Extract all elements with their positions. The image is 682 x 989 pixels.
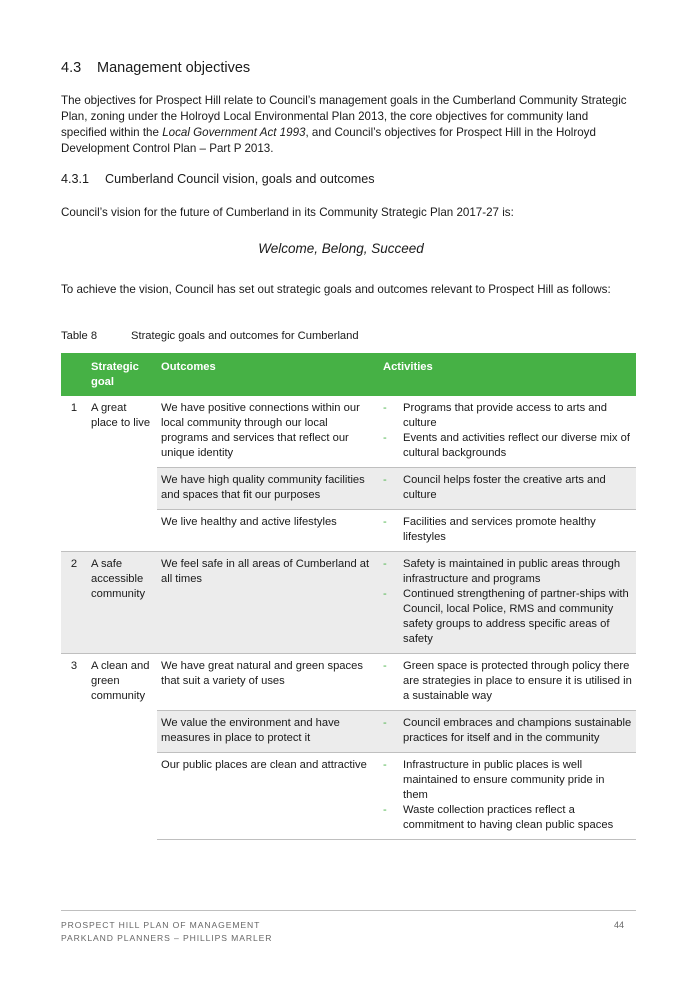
activity-item: - Council embraces and champions sustainable practices for itself and in the community xyxy=(383,716,632,746)
outcome-cell: We have high quality community facilities and spaces that fit our purposes xyxy=(157,468,379,510)
header-goal: Strategic goal xyxy=(87,353,157,396)
intro-text-b: , and Council’s objectives for Prospect Hill in the Holroyd Development Control Plan – Part P 2013. xyxy=(61,126,596,155)
goal-name: A safe accessible community xyxy=(87,552,157,654)
subsection-heading xyxy=(61,172,375,186)
activity-item: - Continued strengthening of partner-ships with Council, local Police, RMS and community safety groups to address specific areas of safety xyxy=(383,587,632,647)
activities-cell xyxy=(379,711,636,753)
activity-item: - Facilities and services promote healthy lifestyles xyxy=(383,515,632,545)
activity-item: - Programs that provide access to arts and culture xyxy=(383,401,632,431)
intro-paragraph xyxy=(61,93,631,157)
table-row xyxy=(61,552,636,654)
activity-item: - Infrastructure in public places is well maintained to ensure community pride in them xyxy=(383,758,632,803)
vision-intro: Council’s vision for the future of Cumberland in its Community Strategic Plan 2017-27 is: xyxy=(61,206,514,219)
goal-number: 2 xyxy=(61,552,87,654)
activity-item: - Safety is maintained in public areas through infrastructure and programs xyxy=(383,557,632,587)
activity-item: - Events and activities reflect our diverse mix of cultural backgrounds xyxy=(383,431,632,461)
table-label: Table 8 xyxy=(61,330,98,342)
subsection-title: Cumberland Council vision, goals and outcomes xyxy=(105,172,375,186)
activities-cell xyxy=(379,396,636,468)
table-row xyxy=(61,654,636,711)
activity-item: - Waste collection practices reflect a commitment to having clean public spaces xyxy=(383,803,632,833)
intro-act-name: Local Government Act 1993 xyxy=(162,126,306,139)
page-number: 44 xyxy=(613,920,624,930)
goal-name: A great place to live xyxy=(91,402,151,429)
section-heading xyxy=(61,60,250,76)
activities-cell xyxy=(379,654,636,711)
achieve-paragraph: To achieve the vision, Council has set out strategic goals and outcomes relevant to Prospect Hill as follows: xyxy=(61,283,611,296)
subsection-number: 4.3.1 xyxy=(61,172,90,186)
outcome-cell: We have great natural and green spaces that suit a variety of uses xyxy=(157,654,379,711)
goals-table xyxy=(61,353,636,840)
header-outcomes: Outcomes xyxy=(157,353,379,396)
activity-item: - Council helps foster the creative arts and culture xyxy=(383,473,632,503)
page-footer xyxy=(61,910,636,945)
footer-document-title: PROSPECT HILL PLAN OF MANAGEMENT xyxy=(61,920,261,930)
outcome-cell: Our public places are clean and attractive xyxy=(157,753,379,840)
goal-number: 1 xyxy=(70,402,78,414)
table-row xyxy=(61,396,636,468)
table-header-row xyxy=(61,353,636,396)
activities-cell xyxy=(379,510,636,552)
outcome-cell: We live healthy and active lifestyles xyxy=(157,510,379,552)
header-activities: Activities xyxy=(379,353,636,396)
intro-text-a: The objectives for Prospect Hill relate to Council’s management goals in the Cumberland Community Strategic Plan, zoning under the Holroyd Local Environmental Plan 2013, the core objectives for community land specified within the xyxy=(61,94,627,139)
header-num xyxy=(61,353,87,396)
activities-cell xyxy=(379,468,636,510)
activities-cell xyxy=(379,552,636,654)
outcome-cell: We value the environment and have measures in place to protect it xyxy=(157,711,379,753)
activities-cell xyxy=(379,753,636,840)
outcome-cell: We feel safe in all areas of Cumberland at all times xyxy=(157,552,379,654)
activity-item: - Green space is protected through policy there are strategies in place to ensure it is utilised in a sustainable way xyxy=(383,659,632,704)
table-caption xyxy=(61,330,359,342)
vision-statement: Welcome, Belong, Succeed xyxy=(258,241,424,256)
goal-name: A clean and green community xyxy=(87,654,157,840)
section-number: 4.3 xyxy=(61,60,82,76)
table-caption-text: Strategic goals and outcomes for Cumberland xyxy=(131,330,359,342)
section-title: Management objectives xyxy=(97,60,251,76)
outcome-cell: We have positive connections within our local community through our local programs and services that reflect our unique identity xyxy=(161,402,360,459)
footer-authors: PARKLAND PLANNERS – PHILLIPS MARLER xyxy=(61,933,273,943)
goal-number: 3 xyxy=(61,654,87,840)
